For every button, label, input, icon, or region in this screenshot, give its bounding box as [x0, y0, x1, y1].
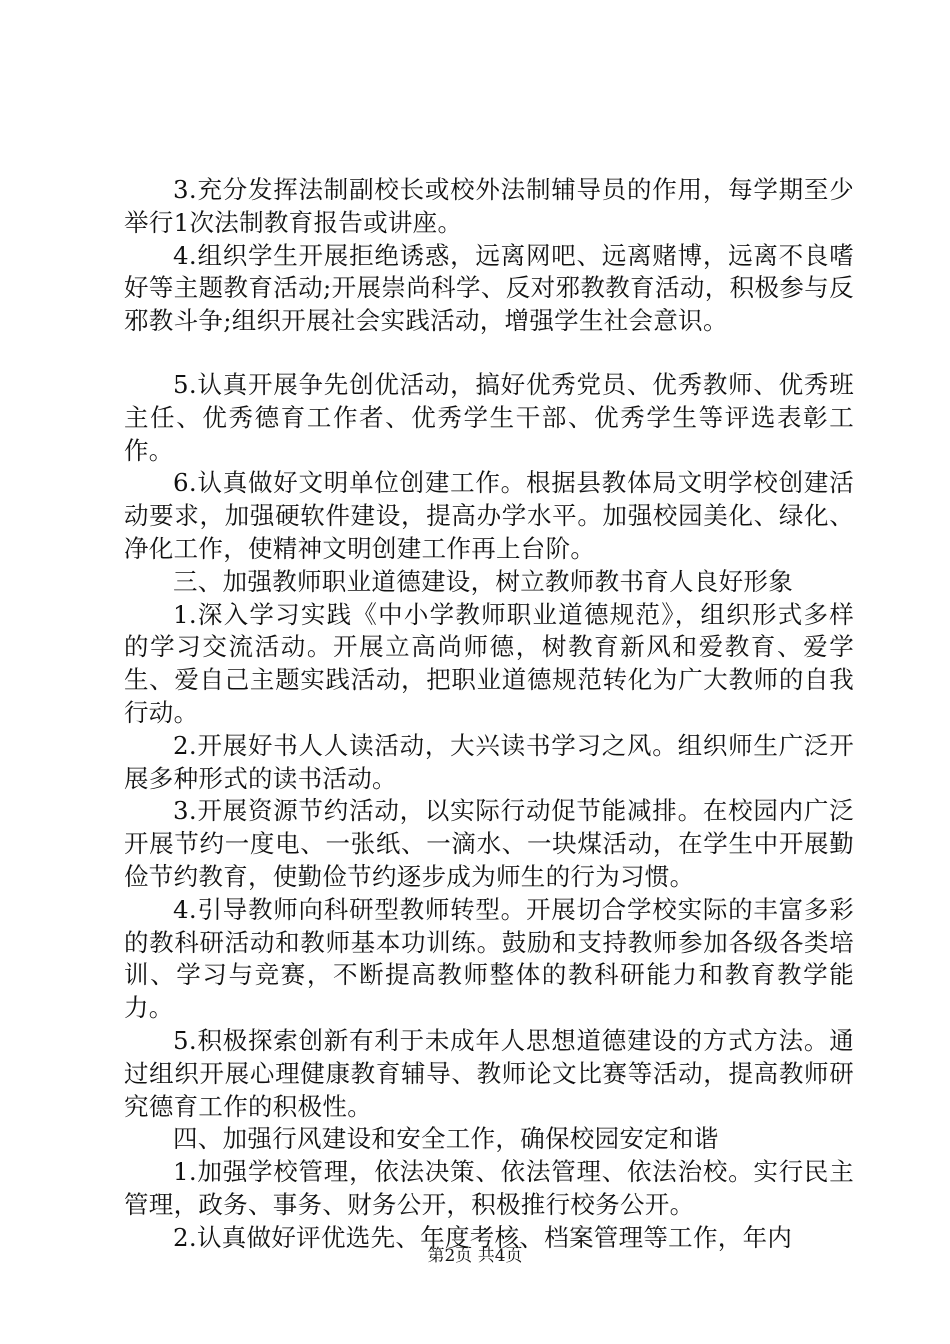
page-number-footer: 第2页 共4页: [427, 1246, 523, 1266]
paragraph-item-1-study-norms: 1.深入学习实践《中小学教师职业道德规范》，组织形式多样的学习交流活动。开展立高尚师德，树教育新风和爱教育、爱学生、爱自己主题实践活动，把职业道德规范转化为广大教师的自我行动。: [124, 599, 854, 727]
paragraph-item-3-saving: 3.开展资源节约活动，以实际行动促节能减排。在校园内广泛开展节约一度电、一张纸、一滴水、一块煤活动，在学生中开展勤俭节约教育，使勤俭节约逐步成为师生的行为习惯。: [124, 796, 854, 891]
paragraph-item-3-legal-education: 3.充分发挥法制副校长或校外法制辅导员的作用，每学期至少举行1次法制教育报告或讲座。: [124, 175, 854, 237]
paragraph-item-6-civilized-unit: 6.认真做好文明单位创建工作。根据县教体局文明学校创建活动要求，加强硬软件建设，提高办学水平。加强校园美化、绿化、净化工作，使精神文明创建工作再上台阶。: [124, 468, 854, 563]
paragraph-item-2-evaluation: 2.认真做好评优选先、年度考核、档案管理等工作，年内: [173, 1222, 793, 1252]
paragraph-item-4-research-teacher: 4.引导教师向科研型教师转型。开展切合学校实际的丰富多彩的教科研活动和教师基本功训练。鼓励和支持教师参加各级各类培训、学习与竞赛，不断提高教师整体的教科研能力和教育教学能力。: [124, 894, 854, 1023]
section-heading-teacher-ethics: 三、加强教师职业道德建设，树立教师教书育人良好形象: [173, 566, 793, 596]
paragraph-item-5-innovation: 5.积极探索创新有利于未成年人思想道德建设的方式方法。通过组织开展心理健康教育辅导、教师论文比赛等活动，提高教师研究德育工作的积极性。: [124, 1025, 854, 1121]
paragraph-item-5-excellence-awards: 5.认真开展争先创优活动，搞好优秀党员、优秀教师、优秀班主任、优秀德育工作者、优秀学生干部、优秀学生等评选表彰工作。: [124, 369, 854, 465]
paragraph-item-4-reject-temptation: 4.组织学生开展拒绝诱惑，远离网吧、远离赌博，远离不良嗜好等主题教育活动;开展崇尚科学、反对邪教教育活动，积极参与反邪教斗争;组织开展社会实践活动，增强学生社会意识。: [124, 240, 854, 336]
paragraph-item-2-reading: 2.开展好书人人读活动，大兴读书学习之风。组织师生广泛开展多种形式的读书活动。: [124, 730, 854, 793]
paragraph-item-1-management: 1.加强学校管理，依法决策、依法管理、依法治校。实行民主管理，政务、事务、财务公开，积极推行校务公开。: [124, 1157, 854, 1219]
section-heading-conduct-safety: 四、加强行风建设和安全工作，确保校园安定和谐: [173, 1124, 719, 1154]
document-body: [124, 174, 854, 1255]
